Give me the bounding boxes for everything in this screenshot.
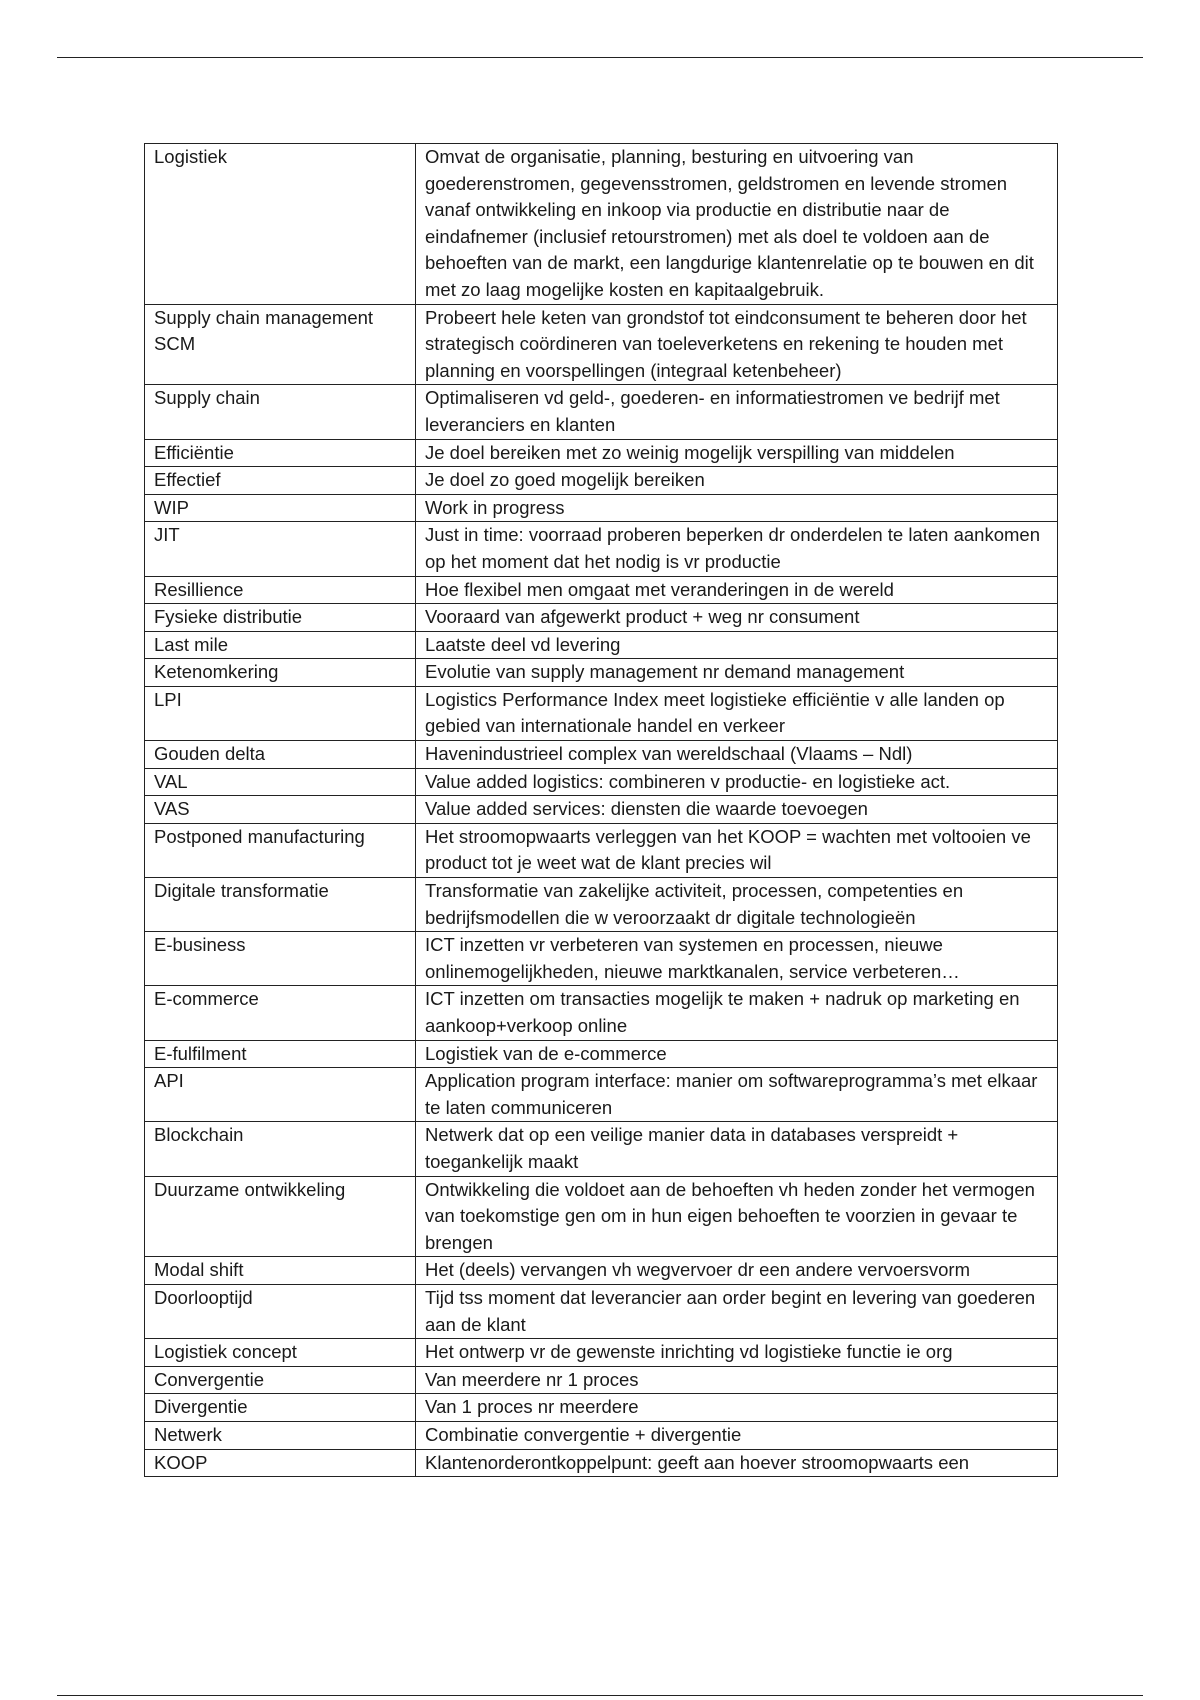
- term-cell: VAL: [145, 768, 416, 796]
- table-row: [145, 522, 1058, 576]
- table-row: [145, 932, 1058, 986]
- table-row: [145, 659, 1058, 687]
- term-cell: VAS: [145, 796, 416, 824]
- term-cell: Last mile: [145, 631, 416, 659]
- definition-cell: Combinatie convergentie + divergentie: [416, 1421, 1058, 1449]
- term-cell: Supply chain: [145, 385, 416, 439]
- term-cell: Logistiek concept: [145, 1339, 416, 1367]
- term-cell: Duurzame ontwikkeling: [145, 1176, 416, 1257]
- term-cell: E-business: [145, 932, 416, 986]
- term-cell: LPI: [145, 686, 416, 740]
- term-cell: Gouden delta: [145, 741, 416, 769]
- definition-cell: ICT inzetten vr verbeteren van systemen en processen, nieuwe onlinemogelijkheden, nieuwe marktkanalen, service verbeteren…: [416, 932, 1058, 986]
- definition-cell: Ontwikkeling die voldoet aan de behoeften vh heden zonder het vermogen van toekomstige gen om in hun eigen behoeften te voorzien in gevaar te brengen: [416, 1176, 1058, 1257]
- table-row: [145, 878, 1058, 932]
- header-rule: [57, 57, 1143, 58]
- term-cell: Effectief: [145, 467, 416, 495]
- term-cell: Fysieke distributie: [145, 604, 416, 632]
- table-row: [145, 986, 1058, 1040]
- table-row: [145, 686, 1058, 740]
- table-row: [145, 1449, 1058, 1477]
- term-cell: E-fulfilment: [145, 1040, 416, 1068]
- definition-cell: Logistiek van de e-commerce: [416, 1040, 1058, 1068]
- table-row: [145, 1176, 1058, 1257]
- definition-cell: Logistics Performance Index meet logistieke efficiëntie v alle landen op gebied van internationale handel en verkeer: [416, 686, 1058, 740]
- table-row: [145, 823, 1058, 877]
- table-row: [145, 1394, 1058, 1422]
- term-cell: E-commerce: [145, 986, 416, 1040]
- definition-cell: Je doel bereiken met zo weinig mogelijk verspilling van middelen: [416, 439, 1058, 467]
- table-row: [145, 604, 1058, 632]
- definition-cell: Van meerdere nr 1 proces: [416, 1366, 1058, 1394]
- term-cell: Postponed manufacturing: [145, 823, 416, 877]
- term-cell: Convergentie: [145, 1366, 416, 1394]
- table-row: [145, 631, 1058, 659]
- term-cell: Divergentie: [145, 1394, 416, 1422]
- table-row: [145, 439, 1058, 467]
- definition-cell: Probeert hele keten van grondstof tot eindconsument te beheren door het strategisch coördineren van toeleverketens en rekening te houden met planning en voorspellingen (integraal ketenbeheer): [416, 304, 1058, 385]
- term-cell: Doorlooptijd: [145, 1284, 416, 1338]
- definition-cell: Laatste deel vd levering: [416, 631, 1058, 659]
- table-row: [145, 1421, 1058, 1449]
- definition-cell: Havenindustrieel complex van wereldschaal (Vlaams – Ndl): [416, 741, 1058, 769]
- term-cell: Resillience: [145, 576, 416, 604]
- definition-cell: Netwerk dat op een veilige manier data in databases verspreidt + toegankelijk maakt: [416, 1122, 1058, 1176]
- definition-cell: Klantenorderontkoppelpunt: geeft aan hoever stroomopwaarts een: [416, 1449, 1058, 1477]
- term-cell: Logistiek: [145, 144, 416, 305]
- definition-cell: Je doel zo goed mogelijk bereiken: [416, 467, 1058, 495]
- term-cell: Netwerk: [145, 1421, 416, 1449]
- footer-rule: [57, 1695, 1143, 1696]
- table-row: [145, 385, 1058, 439]
- table-row: [145, 1339, 1058, 1367]
- table-row: [145, 1284, 1058, 1338]
- table-row: [145, 796, 1058, 824]
- term-cell: Supply chain management SCM: [145, 304, 416, 385]
- definition-cell: Tijd tss moment dat leverancier aan order begint en levering van goederen aan de klant: [416, 1284, 1058, 1338]
- definition-cell: Work in progress: [416, 494, 1058, 522]
- definition-cell: Het ontwerp vr de gewenste inrichting vd logistieke functie ie org: [416, 1339, 1058, 1367]
- definition-cell: Just in time: voorraad proberen beperken dr onderdelen te laten aankomen op het moment dat het nodig is vr productie: [416, 522, 1058, 576]
- table-row: [145, 576, 1058, 604]
- glossary-table: [144, 143, 1058, 1477]
- definition-cell: Omvat de organisatie, planning, besturing en uitvoering van goederenstromen, gegevensstromen, geldstromen en levende stromen vanaf ontwikkeling en inkoop via productie en distributie naar de eindafnemer (inclusief retourstromen) met als doel te voldoen aan de behoeften van de markt, een langdurige klantenrelatie op te bouwen en dit met zo laag mogelijke kosten en kapitaalgebruik.: [416, 144, 1058, 305]
- table-row: [145, 144, 1058, 305]
- table-row: [145, 1040, 1058, 1068]
- definition-cell: Optimaliseren vd geld-, goederen- en informatiestromen ve bedrijf met leveranciers en klanten: [416, 385, 1058, 439]
- definition-cell: Transformatie van zakelijke activiteit, processen, competenties en bedrijfsmodellen die w veroorzaakt dr digitale technologieën: [416, 878, 1058, 932]
- term-cell: Modal shift: [145, 1257, 416, 1285]
- definition-cell: Het stroomopwaarts verleggen van het KOOP = wachten met voltooien ve product tot je weet wat de klant precies wil: [416, 823, 1058, 877]
- table-row: [145, 1068, 1058, 1122]
- table-row: [145, 494, 1058, 522]
- term-cell: Blockchain: [145, 1122, 416, 1176]
- term-cell: KOOP: [145, 1449, 416, 1477]
- definition-cell: Van 1 proces nr meerdere: [416, 1394, 1058, 1422]
- table-row: [145, 1257, 1058, 1285]
- definition-cell: Evolutie van supply management nr demand management: [416, 659, 1058, 687]
- term-cell: Ketenomkering: [145, 659, 416, 687]
- definition-cell: Het (deels) vervangen vh wegvervoer dr een andere vervoersvorm: [416, 1257, 1058, 1285]
- table-row: [145, 304, 1058, 385]
- table-row: [145, 741, 1058, 769]
- term-cell: WIP: [145, 494, 416, 522]
- table-row: [145, 467, 1058, 495]
- definition-cell: Application program interface: manier om softwareprogramma’s met elkaar te laten communiceren: [416, 1068, 1058, 1122]
- term-cell: Efficiëntie: [145, 439, 416, 467]
- term-cell: JIT: [145, 522, 416, 576]
- definition-cell: Vooraard van afgewerkt product + weg nr consument: [416, 604, 1058, 632]
- table-row: [145, 1122, 1058, 1176]
- table-row: [145, 1366, 1058, 1394]
- table-row: [145, 768, 1058, 796]
- definition-cell: Value added services: diensten die waarde toevoegen: [416, 796, 1058, 824]
- definition-cell: Hoe flexibel men omgaat met veranderingen in de wereld: [416, 576, 1058, 604]
- definition-cell: Value added logistics: combineren v productie- en logistieke act.: [416, 768, 1058, 796]
- term-cell: API: [145, 1068, 416, 1122]
- definition-cell: ICT inzetten om transacties mogelijk te maken + nadruk op marketing en aankoop+verkoop online: [416, 986, 1058, 1040]
- term-cell: Digitale transformatie: [145, 878, 416, 932]
